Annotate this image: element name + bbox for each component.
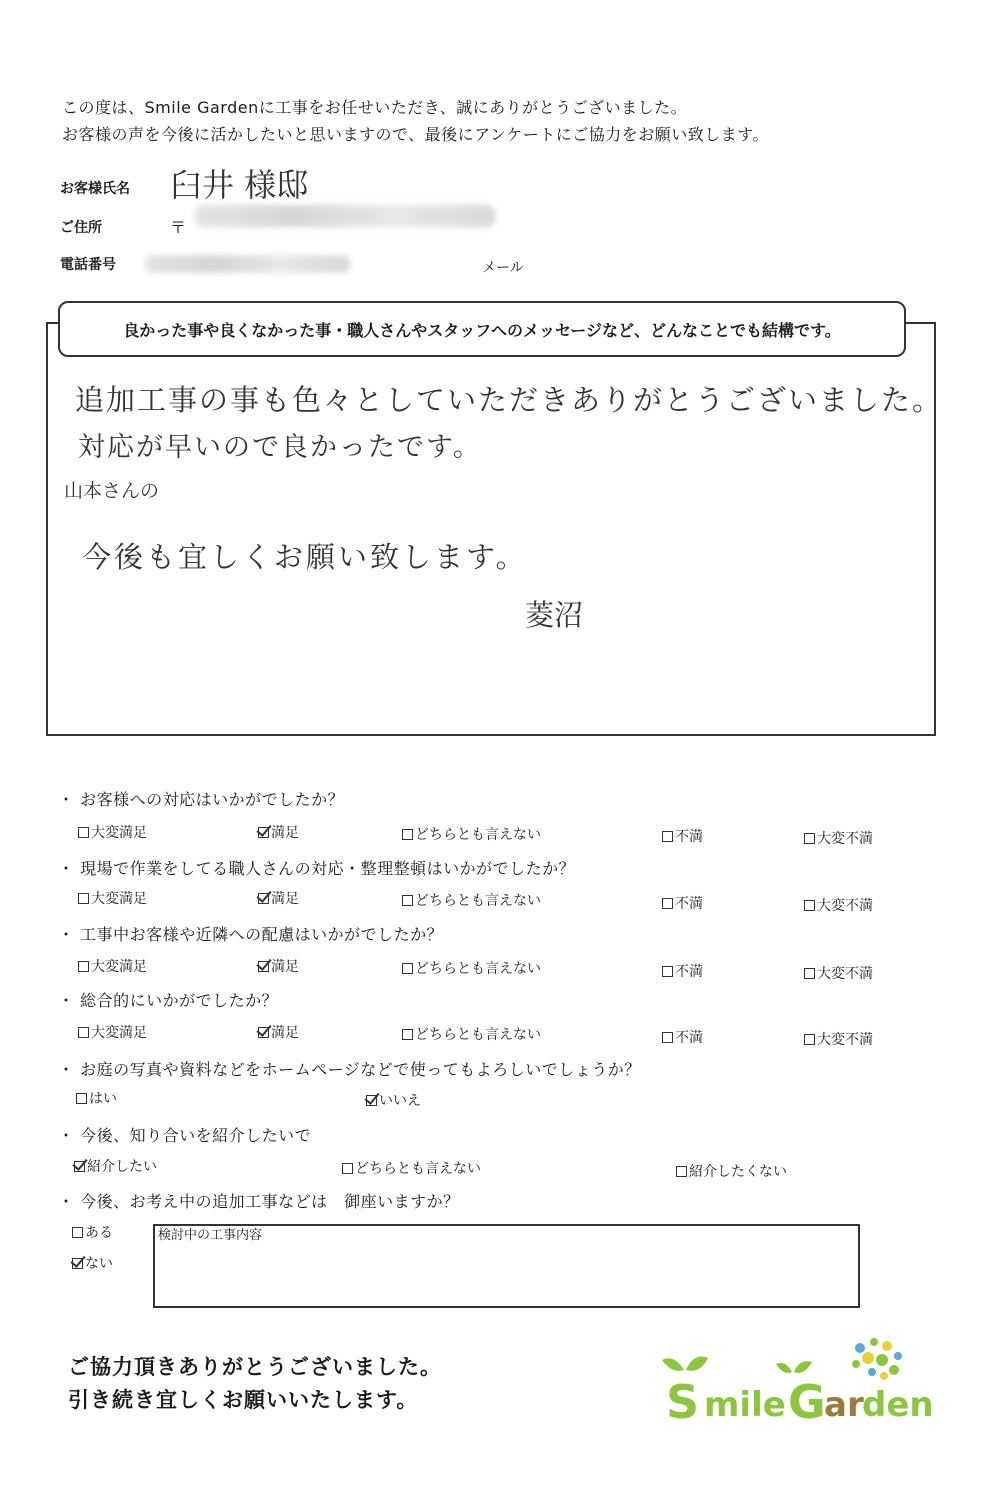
logo-ar: ar [824, 1385, 864, 1425]
checkbox-checked-icon [258, 893, 269, 904]
q5-option-yes[interactable]: はい [76, 1088, 117, 1108]
phone-redacted [145, 255, 350, 273]
checkbox-icon [662, 831, 673, 842]
checkbox-icon [76, 1093, 87, 1104]
q6-option-want-refer[interactable]: 紹介したい [74, 1156, 157, 1176]
checkbox-icon [402, 895, 413, 906]
q5-option-no[interactable]: いいえ [366, 1090, 421, 1110]
question-3: ・ 工事中お客様や近隣への配慮はいかがでしたか？ [58, 925, 444, 944]
checkbox-checked-icon [72, 1258, 83, 1269]
question-5: ・ お庭の写真や資料などをホームページなどで使ってもよろしいでしょうか？ [58, 1060, 641, 1079]
q4-option-very-dissatisfied[interactable]: 大変不満 [804, 1029, 873, 1049]
message-header [58, 301, 906, 357]
q4-option-dissatisfied[interactable]: 不満 [662, 1027, 703, 1047]
customer-name-label: お客様氏名 [60, 181, 130, 197]
q1-option-neutral[interactable]: どちらとも言えない [402, 824, 541, 844]
customer-name-value: 臼井 様邸 [170, 166, 309, 204]
q2-option-satisfied[interactable]: 満足 [258, 888, 299, 908]
checkbox-icon [804, 900, 815, 911]
closing-line-2: 引き続き宜しくお願いいたします。 [68, 1388, 419, 1412]
checkbox-icon [676, 1166, 687, 1177]
q7-option-yes[interactable]: ある [72, 1222, 113, 1242]
mail-label: メール [482, 260, 524, 276]
question-6: ・ 今後、知り合いを紹介したいで [58, 1126, 312, 1145]
logo-dots-icon [852, 1338, 902, 1380]
message-line-1: 追加工事の事も色々としていただきありがとうございました。 [75, 383, 944, 417]
leaf-icon [662, 1357, 812, 1374]
checkbox-checked-icon [258, 827, 269, 838]
address-redacted [195, 205, 495, 227]
q1-option-very-satisfied[interactable]: 大変満足 [78, 822, 147, 842]
message-signature: 菱沼 [525, 598, 584, 632]
q2-option-neutral[interactable]: どちらとも言えない [402, 890, 541, 910]
intro-line-2: お客様の声を今後に活かしたいと思いますので、最後にアンケートにご協力をお願い致します。 [62, 125, 769, 144]
address-label: ご住所 [60, 220, 102, 236]
message-line-3: 山本さんの [64, 480, 160, 502]
logo-mile: mile [704, 1385, 786, 1425]
checkbox-icon [662, 1032, 673, 1043]
checkbox-icon [804, 833, 815, 844]
checkbox-checked-icon [258, 961, 269, 972]
checkbox-icon [402, 1029, 413, 1040]
q3-option-very-satisfied[interactable]: 大変満足 [78, 956, 147, 976]
q7-option-no[interactable]: ない [72, 1253, 113, 1273]
q4-option-neutral[interactable]: どちらとも言えない [402, 1024, 541, 1044]
q6-option-neutral[interactable]: どちらとも言えない [342, 1158, 481, 1178]
q1-option-very-dissatisfied[interactable]: 大変不満 [804, 828, 873, 848]
question-2: ・ 現場で作業をしてる職人さんの対応・整理整頓はいかがでしたか？ [58, 859, 576, 878]
checkbox-icon [662, 898, 673, 909]
q1-option-dissatisfied[interactable]: 不満 [662, 826, 703, 846]
q2-option-very-satisfied[interactable]: 大変満足 [78, 888, 147, 908]
q3-option-very-dissatisfied[interactable]: 大変不満 [804, 963, 873, 983]
checkbox-icon [78, 827, 89, 838]
message-line-4: 今後も宜しくお願い致します。 [82, 540, 528, 574]
q3-option-dissatisfied[interactable]: 不満 [662, 961, 703, 981]
q1-option-satisfied[interactable]: 満足 [258, 822, 299, 842]
checkbox-icon [804, 968, 815, 979]
checkbox-icon [78, 1027, 89, 1038]
question-1: ・ お客様への対応はいかがでしたか？ [58, 790, 345, 809]
planned-work-label: 検討中の工事内容 [158, 1228, 263, 1243]
checkbox-icon [78, 961, 89, 972]
intro-line-1: この度は、Smile Gardenに工事をお任せいただき、誠にありがとうございました。 [62, 98, 688, 117]
smile-garden-logo [660, 1330, 940, 1440]
message-header-text: 良かった事や良くなかった事・職人さんやスタッフへのメッセージなど、どんなことでも結構です。 [123, 320, 841, 340]
checkbox-icon [342, 1163, 353, 1174]
checkbox-icon [804, 1034, 815, 1045]
q2-option-dissatisfied[interactable]: 不満 [662, 893, 703, 913]
postal-mark: 〒 [170, 218, 187, 237]
q6-option-no-refer[interactable]: 紹介したくない [676, 1161, 787, 1181]
checkbox-icon [402, 963, 413, 974]
q2-option-very-dissatisfied[interactable]: 大変不満 [804, 895, 873, 915]
q4-option-satisfied[interactable]: 満足 [258, 1022, 299, 1042]
q3-option-neutral[interactable]: どちらとも言えない [402, 958, 541, 978]
phone-label: 電話番号 [60, 257, 116, 273]
checkbox-icon [78, 893, 89, 904]
checkbox-icon [662, 966, 673, 977]
question-7: ・ 今後、お考え中の追加工事などは 御座いますか？ [58, 1192, 460, 1211]
q4-option-very-satisfied[interactable]: 大変満足 [78, 1022, 147, 1042]
checkbox-checked-icon [258, 1027, 269, 1038]
checkbox-checked-icon [366, 1095, 377, 1106]
message-line-2: 対応が早いので良かったです。 [78, 432, 482, 463]
checkbox-icon [72, 1227, 83, 1238]
checkbox-icon [402, 829, 413, 840]
q3-option-satisfied[interactable]: 満足 [258, 956, 299, 976]
logo-g: G [788, 1375, 826, 1429]
logo-s: S [666, 1375, 700, 1429]
question-4: ・ 総合的にいかがでしたか？ [58, 991, 279, 1010]
checkbox-checked-icon [74, 1161, 85, 1172]
closing-line-1: ご協力頂きありがとうございました。 [68, 1355, 442, 1379]
logo-den: den [862, 1385, 934, 1425]
